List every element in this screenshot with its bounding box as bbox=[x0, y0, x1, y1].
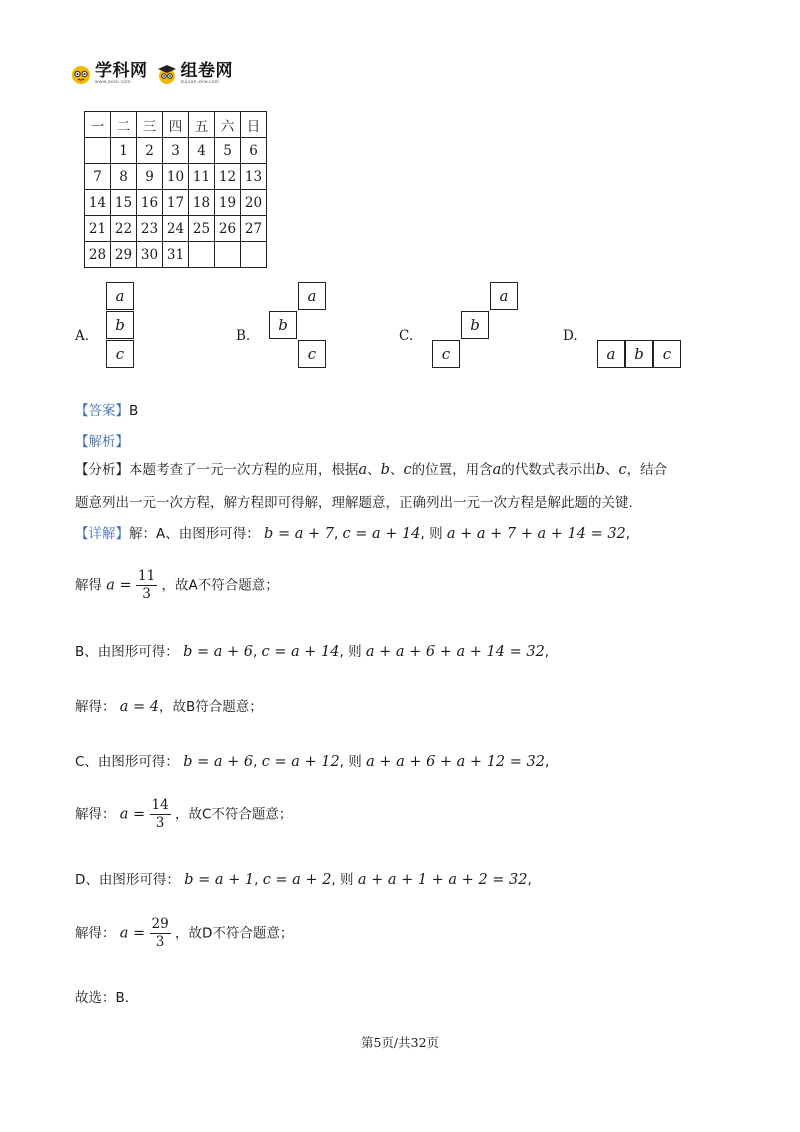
detail-d-eq1: b = a + 1 bbox=[184, 872, 255, 888]
option-b-cell-b: b bbox=[269, 311, 297, 339]
detail-b-eq2: c = a + 14 bbox=[261, 644, 340, 660]
calendar-cell: 3 bbox=[163, 138, 189, 164]
calendar-cell: 25 bbox=[189, 216, 215, 242]
detail-c-eq1: b = a + 6 bbox=[183, 754, 254, 770]
logo2-text: 组卷网 bbox=[180, 60, 233, 81]
detail-d-fraction bbox=[150, 916, 171, 951]
var-a: a bbox=[358, 462, 368, 478]
calendar-cell: 16 bbox=[137, 190, 163, 216]
detail-d-concl: ，故D不符合题意； bbox=[174, 925, 294, 942]
detail-d-solve: 解得： bbox=[75, 925, 116, 942]
calendar-header-cell: 日 bbox=[241, 112, 267, 138]
final-answer: 故选：B. bbox=[75, 990, 130, 1006]
detail-d-eq3: a + a + 1 + a + 2 = 32 bbox=[357, 872, 528, 888]
detail-c-solve: 解得： bbox=[75, 806, 116, 823]
calendar-row bbox=[85, 242, 267, 268]
calendar-table bbox=[84, 111, 267, 268]
detail-d-num: 29 bbox=[151, 916, 169, 932]
calendar-cell: 2 bbox=[137, 138, 163, 164]
mascot-icon bbox=[70, 63, 92, 85]
option-d-cell-c: c bbox=[653, 340, 681, 368]
calendar-row bbox=[85, 216, 267, 242]
detail-d-intro: D、由图形可得： bbox=[75, 872, 180, 888]
calendar-row bbox=[85, 138, 267, 164]
detail-c-concl: ，故C不符合题意； bbox=[174, 806, 293, 823]
calendar-cell: 1 bbox=[111, 138, 137, 164]
detail-a-var: a = bbox=[106, 577, 132, 594]
fenxi-tag: 【分析】 bbox=[75, 462, 129, 478]
option-b-cell-c: c bbox=[298, 340, 326, 368]
calendar-cell: 28 bbox=[85, 242, 111, 268]
calendar-cell: 17 bbox=[163, 190, 189, 216]
detail-c-line: C、由图形可得： b = a + 6, c = a + 12, 则 a + a + 6 + a + 12 = 32, bbox=[75, 754, 550, 770]
var-b-2: b bbox=[595, 462, 606, 478]
calendar-cell bbox=[241, 242, 267, 268]
option-b-cell-a: a bbox=[298, 282, 326, 310]
detail-c-fraction bbox=[150, 797, 171, 832]
calendar-cell: 10 bbox=[163, 164, 189, 190]
calendar-header-cell: 四 bbox=[163, 112, 189, 138]
option-c-label: C. bbox=[399, 328, 414, 344]
calendar-row bbox=[85, 164, 267, 190]
detail-a-solution bbox=[75, 568, 279, 603]
header-logos bbox=[70, 61, 233, 87]
detail-a-fraction bbox=[136, 568, 157, 603]
calendar-header-cell: 三 bbox=[137, 112, 163, 138]
detail-c-eq3: a + a + 6 + a + 12 = 32 bbox=[366, 754, 545, 770]
detail-b-solution bbox=[75, 695, 263, 715]
calendar-cell: 30 bbox=[137, 242, 163, 268]
detail-a-line: 【详解】解：A、由图形可得： b = a + 7, c = a + 14, 则 a + a + 7 + a + 14 = 32, bbox=[75, 526, 631, 542]
detail-b-intro: B、由图形可得： bbox=[75, 644, 179, 660]
detail-c-intro: C、由图形可得： bbox=[75, 754, 179, 770]
var-b: b bbox=[380, 462, 390, 478]
calendar-cell: 7 bbox=[85, 164, 111, 190]
sep-3: 、 bbox=[605, 462, 619, 478]
calendar-cell: 4 bbox=[189, 138, 215, 164]
option-d-cell-a: a bbox=[597, 340, 625, 368]
detail-c-var: a = bbox=[119, 806, 146, 823]
option-c-cell-b: b bbox=[461, 311, 489, 339]
calendar-cell: 8 bbox=[111, 164, 137, 190]
analysis-heading bbox=[75, 430, 129, 450]
logo1-text: 学科网 bbox=[95, 60, 148, 81]
detail-b-ze: 则 bbox=[348, 644, 362, 660]
detail-d-line: D、由图形可得： b = a + 1, c = a + 2, 则 a + a + 1 + a + 2 = 32, bbox=[75, 872, 532, 888]
analysis-tag: 【解析】 bbox=[75, 434, 129, 450]
sep-2: 、 bbox=[389, 462, 404, 478]
detail-d-ze: 则 bbox=[340, 872, 354, 888]
calendar-header-cell: 五 bbox=[189, 112, 215, 138]
calendar-cell: 14 bbox=[85, 190, 111, 216]
option-c-cell-c: c bbox=[432, 340, 460, 368]
logo2-sub: zujuan.xkw.com bbox=[180, 79, 220, 85]
calendar-cell: 11 bbox=[189, 164, 215, 190]
detail-c-den: 3 bbox=[155, 815, 165, 831]
detail-c-eq2: c = a + 12 bbox=[261, 754, 340, 770]
option-a-cell-a: a bbox=[106, 282, 134, 310]
option-a-cell-b: b bbox=[106, 311, 134, 339]
calendar-cell bbox=[189, 242, 215, 268]
page-footer: 第5页/共32页 bbox=[360, 1035, 440, 1050]
calendar-cell: 15 bbox=[111, 190, 137, 216]
option-d-label: D. bbox=[563, 328, 578, 344]
calendar-cell: 26 bbox=[215, 216, 241, 242]
detail-a-eq1: b = a + 7 bbox=[264, 526, 334, 542]
var-c-2: c bbox=[618, 462, 627, 478]
fenxi-text-4: ，结合 bbox=[626, 462, 668, 478]
fenxi-text-1: 本题考查了一元一次方程的应用，根据 bbox=[129, 462, 359, 478]
sep-1: 、 bbox=[367, 462, 381, 478]
zujuanwang-logo bbox=[156, 60, 234, 86]
detail-a-ze: 则 bbox=[429, 526, 443, 542]
detail-a-eq3: a + a + 7 + a + 14 = 32 bbox=[446, 526, 626, 542]
detail-a-num: 11 bbox=[138, 568, 156, 584]
calendar-cell: 31 bbox=[163, 242, 189, 268]
detail-d-den: 3 bbox=[155, 934, 165, 950]
calendar-row bbox=[85, 190, 267, 216]
calendar-cell: 24 bbox=[163, 216, 189, 242]
calendar-cell: 22 bbox=[111, 216, 137, 242]
calendar-cell: 9 bbox=[137, 164, 163, 190]
detail-d-var: a = bbox=[119, 925, 146, 942]
option-d-cell-b: b bbox=[625, 340, 653, 368]
detail-c-ze: 则 bbox=[348, 754, 362, 770]
answer-value: B bbox=[129, 403, 139, 419]
calendar-cell: 13 bbox=[241, 164, 267, 190]
calendar-header-cell: 六 bbox=[215, 112, 241, 138]
detail-b-eq1: b = a + 6 bbox=[183, 644, 253, 660]
option-c-cell-a: a bbox=[490, 282, 518, 310]
calendar-cell: 5 bbox=[215, 138, 241, 164]
detail-a-intro: 解：A、由图形可得： bbox=[129, 526, 260, 542]
var-a-2: a bbox=[492, 462, 502, 478]
detail-a-concl: ，故A不符合题意； bbox=[161, 577, 279, 594]
detail-d-solution bbox=[75, 916, 293, 951]
calendar-header-cell: 一 bbox=[85, 112, 111, 138]
calendar-cell: 23 bbox=[137, 216, 163, 242]
xuekewang-logo bbox=[70, 60, 148, 86]
answer-tag: 【答案】 bbox=[75, 403, 129, 419]
detail-d-eq2: c = a + 2 bbox=[262, 872, 332, 888]
calendar-cell: 18 bbox=[189, 190, 215, 216]
fenxi-line-2: 题意列出一元一次方程，解方程即可得解，理解题意，正确列出一元一次方程是解此题的关键. bbox=[75, 495, 633, 511]
calendar-cell: 6 bbox=[241, 138, 267, 164]
detail-b-eq3: a + a + 6 + a + 14 = 32 bbox=[365, 644, 545, 660]
option-a-label: A. bbox=[75, 328, 90, 344]
calendar-cell: 12 bbox=[215, 164, 241, 190]
calendar-header-cell: 二 bbox=[111, 112, 137, 138]
detail-a-solve: 解得 bbox=[75, 577, 102, 594]
calendar-cell bbox=[215, 242, 241, 268]
calendar-cell: 29 bbox=[111, 242, 137, 268]
graduate-mascot-icon bbox=[156, 63, 178, 85]
fenxi-line-1 bbox=[75, 458, 667, 478]
detail-b-line: B、由图形可得： b = a + 6, c = a + 14, 则 a + a + 6 + a + 14 = 32, bbox=[75, 644, 550, 660]
option-b-label: B. bbox=[236, 328, 251, 344]
fenxi-text-3: 的代数式表示出 bbox=[501, 462, 596, 478]
logo1-sub: www.zxxk.com bbox=[95, 79, 131, 85]
detail-b-concl: ，故B符合题意； bbox=[159, 699, 263, 715]
option-a-cell-c: c bbox=[106, 340, 134, 368]
detail-tag: 【详解】 bbox=[75, 526, 129, 542]
fenxi-text-2: 的位置，用含 bbox=[411, 462, 493, 478]
detail-c-num: 14 bbox=[151, 797, 169, 813]
calendar-cell: 19 bbox=[215, 190, 241, 216]
answer-line bbox=[75, 399, 138, 419]
calendar-cell: 20 bbox=[241, 190, 267, 216]
detail-a-den: 3 bbox=[142, 586, 151, 602]
calendar-header-row bbox=[85, 112, 267, 138]
detail-a-eq2: c = a + 14 bbox=[342, 526, 421, 542]
calendar-cell: 21 bbox=[85, 216, 111, 242]
detail-b-solve: 解得： bbox=[75, 699, 116, 715]
detail-b-result: a = 4 bbox=[119, 699, 160, 715]
detail-c-solution bbox=[75, 797, 292, 832]
calendar-cell: 27 bbox=[241, 216, 267, 242]
var-c: c bbox=[403, 462, 412, 478]
calendar-cell bbox=[85, 138, 111, 164]
